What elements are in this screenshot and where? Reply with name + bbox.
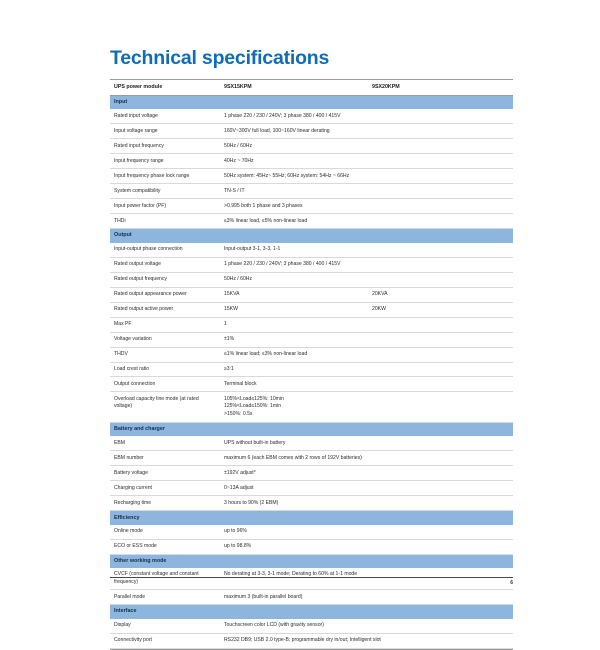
row-value: ≤3% linear load, ≤5% non-linear load [220,214,513,229]
table-row [110,481,513,496]
table-row [110,392,513,423]
row-value: maximum 6 (each EBM comes with 2 rows of 192V batteries) [220,451,513,466]
table-row [110,214,513,229]
table-header-row [110,80,513,96]
table-row [110,257,513,272]
row-value: 1 phase 220 / 230 / 240V; 3 phase 380 / 400 / 415V [220,109,513,123]
row-value: up to 96% [220,525,513,539]
row-value: 50Hz / 60Hz [220,139,513,154]
row-label: EBM number [110,451,220,466]
row-value [220,392,513,423]
row-value-secondary: 20KVA [368,287,513,302]
row-value: Terminal block [220,377,513,392]
table-row [110,377,513,392]
table-body [110,80,513,649]
page-footer [110,577,513,587]
row-value: >0.995 both 1 phase and 3 phases [220,199,513,214]
row-value: ≤1% linear load; ≤3% non-linear load [220,347,513,362]
row-label: Input voltage range [110,124,220,139]
table-row [110,590,513,605]
row-label: Input-output phase connection [110,243,220,257]
row-label: Load crest ratio [110,362,220,377]
table-row [110,109,513,123]
row-label: Rated output voltage [110,257,220,272]
table-row [110,154,513,169]
row-label: Online mode [110,525,220,539]
section-header-row [110,423,513,437]
row-value: 50Hz system: 45Hz~ 55Hz; 60Hz system: 54Hz ~ 66Hz [220,169,513,184]
table-row [110,199,513,214]
row-value-secondary: 20KW [368,302,513,317]
row-value: 15KW [220,302,368,317]
row-value: 0~13A adjust [220,481,513,496]
row-value: 1 [220,317,513,332]
row-label: System compatibility [110,184,220,199]
table-row [110,496,513,511]
table-row [110,272,513,287]
page-number: 6 [510,580,513,586]
row-label: Overload capacity line mode (at rated voltage) [110,392,220,423]
table-row [110,243,513,257]
row-value: Input-output 3-1, 3-3, 1-1 [220,243,513,257]
table-row [110,633,513,648]
table-row [110,436,513,450]
row-value: 3 hours to 90% (2 EBM) [220,496,513,511]
row-label: Recharging time [110,496,220,511]
cell-line: 125%<Load≤150%: 1min [224,403,282,410]
row-label: Rated input voltage [110,109,220,123]
row-label: Input frequency phase lock range [110,169,220,184]
table-row [110,619,513,633]
cell-line: 105%<Load≤125%: 10min [224,395,284,402]
table-row [110,332,513,347]
table-row [110,302,513,317]
table-row [110,539,513,554]
section-header-row [110,229,513,243]
section-header-row [110,554,513,568]
table-row [110,169,513,184]
technical-specifications-table [110,79,513,649]
row-value: ±192V adjust* [220,466,513,481]
row-label: Max PF [110,317,220,332]
table-row [110,184,513,199]
row-label: Rated output active power [110,302,220,317]
row-value: 160V~300V full load, 100~160V linear derating [220,124,513,139]
table-row [110,525,513,539]
table-bottom-rule [110,649,513,650]
section-header-row [110,96,513,110]
row-value: 40Hz ~ 70Hz [220,154,513,169]
row-value: Touchscreen color LCD (with gravity sensor) [220,619,513,633]
section-header-row [110,605,513,619]
row-label: Voltage variation [110,332,220,347]
row-value: TN-S / IT [220,184,513,199]
header-model-1: 9SX15KPM [220,80,368,96]
row-label: Input power factor (PF) [110,199,220,214]
table-row [110,466,513,481]
row-label: THDi [110,214,220,229]
row-label: Output connection [110,377,220,392]
table-row [110,287,513,302]
table-row [110,362,513,377]
header-model-2: 9SX20KPM [368,80,513,96]
section-title: Battery and charger [110,423,513,437]
section-header-row [110,511,513,525]
row-value: ±1% [220,332,513,347]
row-label: Display [110,619,220,633]
row-value: 15KVA [220,287,368,302]
row-value: ≥3:1 [220,362,513,377]
section-title: Output [110,229,513,243]
table-row [110,347,513,362]
table-row [110,451,513,466]
row-value: 50Hz / 60Hz [220,272,513,287]
row-label: EBM [110,436,220,450]
section-title: Input [110,96,513,110]
row-value: 1 phase 220 / 230 / 240V; 3 phase 380 / 400 / 415V [220,257,513,272]
row-label: Charging current [110,481,220,496]
row-label: Rated input frequency [110,139,220,154]
row-label: Connectivity port [110,633,220,648]
row-value: No derating at 3-3, 3-1 mode; Derating to 60% at 1-1 mode [220,568,513,590]
table-row [110,317,513,332]
table-row [110,139,513,154]
row-label: Battery voltage [110,466,220,481]
row-label: Rated output appearance power [110,287,220,302]
header-label: UPS power module [110,80,220,96]
row-label: CVCF (constant voltage and constant frequency) [110,568,220,590]
section-title: Interface [110,605,513,619]
row-label: Rated output frequency [110,272,220,287]
row-label: Parallel mode [110,590,220,605]
row-label: Input frequency range [110,154,220,169]
section-title: Other working mode [110,554,513,568]
row-value: UPS without built-in battery [220,436,513,450]
table-row [110,124,513,139]
row-value: up to 98.8% [220,539,513,554]
row-label: THDV [110,347,220,362]
row-value: RS232 DB9; USB 2.0 type-B; programmable dry in/out; Intelligent slot [220,633,513,648]
section-title: Efficiency [110,511,513,525]
cell-line: >150%: 0.5s [224,411,253,418]
page-title: Technical specifications [110,47,330,69]
row-value: maximum 3 (built-in parallel board) [220,590,513,605]
row-label: ECO or ESS mode [110,539,220,554]
